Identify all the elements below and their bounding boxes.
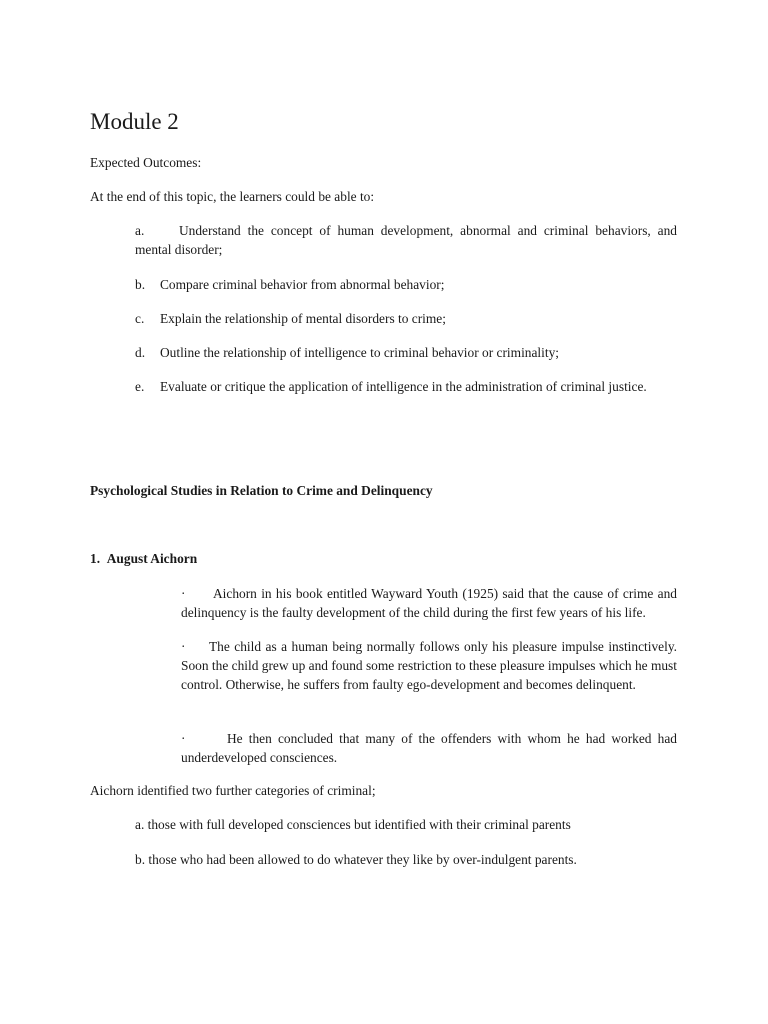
bullet-dot: ·: [181, 639, 186, 654]
outcome-marker: a.: [135, 223, 145, 238]
section-heading: Psychological Studies in Relation to Crime and Delinquency: [90, 483, 433, 498]
outcome-text: Understand the concept of human development, abnormal and criminal behaviors, and mental disorder;: [135, 223, 677, 257]
bullet-paragraph: [181, 729, 677, 767]
outcome-item: [135, 309, 677, 328]
bullet-paragraph: [181, 584, 677, 622]
outcome-item: [135, 221, 677, 259]
bullet-dot: ·: [181, 731, 186, 746]
outcome-item: [135, 377, 677, 396]
bullet-dot: ·: [181, 586, 186, 601]
outcome-text: Outline the relationship of intelligence to criminal behavior or criminality;: [160, 345, 559, 360]
page-title: Module 2: [90, 109, 179, 134]
outcome-item: [135, 343, 677, 362]
subsection-heading: [90, 549, 197, 568]
outcome-marker: e.: [135, 379, 145, 394]
intro-text: At the end of this topic, the learners could be able to:: [90, 189, 375, 204]
bullet-text: Aichorn in his book entitled Wayward Youth (1925) said that the cause of crime and delinquency is the faulty development of the child during the first few years of his life.: [181, 586, 677, 620]
outcome-text: Compare criminal behavior from abnormal behavior;: [160, 277, 445, 292]
expected-outcomes-label: Expected Outcomes:: [90, 155, 202, 170]
bullet-text: He then concluded that many of the offenders with whom he had worked had underdeveloped consciences.: [181, 731, 677, 765]
category-item: b. those who had been allowed to do whatever they like by over-indulgent parents.: [135, 852, 577, 867]
bullet-text: The child as a human being normally follows only his pleasure impulse instinctively. Soon the child grew up and found some restriction to these pleasure impulses which he must control. Otherwise, he suffers from faulty ego-development and becomes delinquent.: [181, 639, 677, 692]
outcome-marker: c.: [135, 311, 145, 326]
bullet-paragraph: [181, 637, 677, 694]
outcome-text: Explain the relationship of mental disorders to crime;: [160, 311, 446, 326]
categories-intro: Aichorn identified two further categories of criminal;: [90, 783, 376, 798]
outcome-marker: d.: [135, 345, 146, 360]
subsection-number: 1.: [90, 551, 101, 566]
outcome-item: [135, 275, 677, 294]
outcome-marker: b.: [135, 277, 146, 292]
outcome-text: Evaluate or critique the application of intelligence in the administration of criminal justice.: [160, 379, 647, 394]
subsection-name: August Aichorn: [106, 551, 198, 566]
category-item: a. those with full developed consciences but identified with their criminal parents: [135, 817, 571, 832]
